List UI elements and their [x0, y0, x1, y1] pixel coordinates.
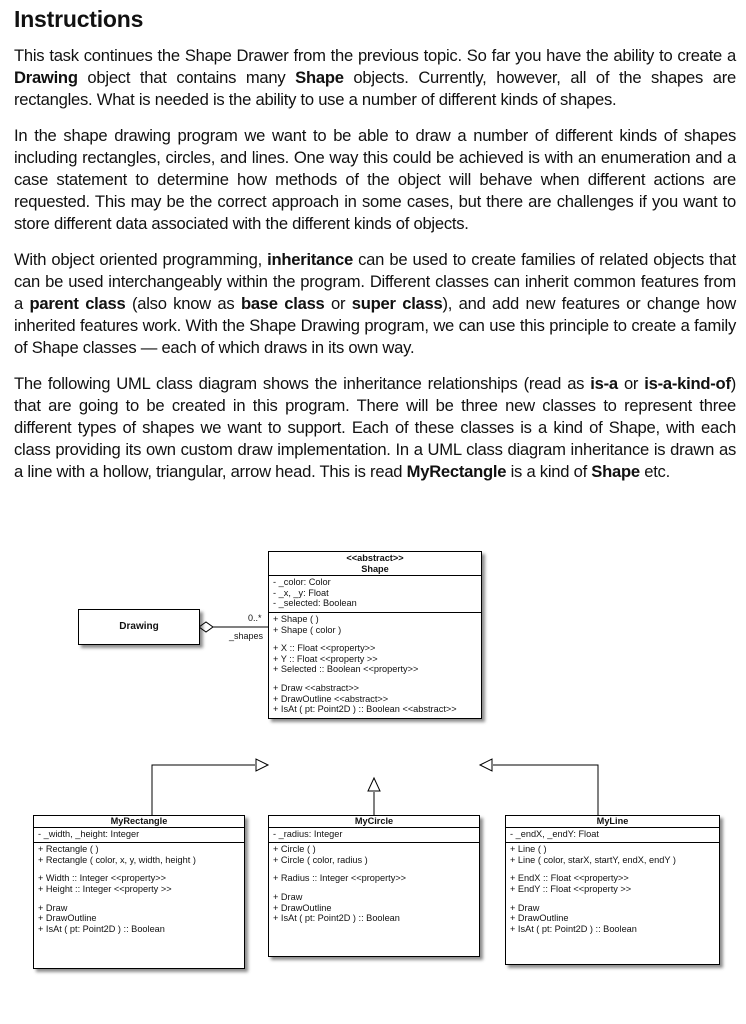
paragraph-4: The following UML class diagram shows the inheritance relationships (read as is-a or is-a-kind-of) that are going to be created in this program. There will be three new classes to represent three different types of shapes we want to support. Each of these classes is a kind of Shape, with each class providing its own custom draw implementation. In a UML class diagram inheritance is drawn as a line with a hollow, triangular, arrow head. This is read MyRectangle is a kind of Shape etc. [14, 374, 736, 481]
property: + Y :: Float <<property >> [273, 653, 378, 664]
fields-section [506, 827, 719, 843]
inherit-arrow-line [480, 759, 492, 771]
method: + Draw [273, 891, 303, 902]
page-title: Instructions [14, 6, 144, 32]
method: + IsAt ( pt: Point2D ) :: Boolean [273, 913, 400, 924]
property: + Width :: Integer <<property>> [38, 873, 166, 884]
class-name: MyCircle [354, 816, 394, 826]
paragraph-3: With object oriented programming, inheritance can be used to create families of related objects that can be used interchangeably within the program. Different classes can inherit common features from a parent class (also know as base class or super class), and add new features or change how inherited features work. With the Shape Drawing program, we can use this principle to create a family of Shape classes — each of which draws in its own way. [14, 250, 736, 357]
method: + DrawOutline [510, 913, 569, 924]
property: + X :: Float <<property>> [273, 643, 376, 654]
method: + Draw [38, 902, 68, 913]
class-name: Drawing [119, 621, 159, 632]
uml-class-diagram [0, 540, 746, 980]
field: - _radius: Integer [273, 828, 343, 839]
method: + DrawOutline [38, 913, 97, 924]
field: - _width, _height: Integer [38, 828, 140, 839]
class-myrectangle [33, 815, 245, 969]
methods-section [34, 842, 244, 937]
property: + Height :: Integer <<property >> [38, 883, 172, 894]
method: + Draw <<abstract>> [273, 682, 360, 693]
paragraph-2: In the shape drawing program we want to be able to draw a number of different kinds of shapes including rectangles, circles, and lines. One way this could be achieved is with an enumeration and a case statement to determine how methods of the object will behave when different actions are requested. This may be the correct approach in some cases, but there are challenges if you want to store different data associated with the different kinds of objects. [14, 126, 736, 233]
class-myline [505, 815, 720, 965]
methods-section [269, 842, 479, 927]
inherit-arrow-rectangle [256, 759, 268, 771]
inherit-arrow-circle [368, 778, 380, 791]
property: + Radius :: Integer <<property>> [273, 873, 407, 884]
constructor: + Circle ( ) [273, 844, 316, 855]
fields-section [34, 827, 244, 843]
multiplicity-label: 0..* [248, 613, 262, 623]
property: + EndY :: Float <<property >> [510, 883, 632, 894]
class-name: MyRectangle [110, 816, 168, 826]
aggregation-diamond [199, 622, 213, 632]
fields-section [269, 827, 479, 843]
constructor: + Line ( color, starX, startY, endX, endY ) [510, 854, 676, 865]
class-shape [268, 551, 482, 719]
field: - _endX, _endY: Float [510, 828, 599, 839]
method: + DrawOutline [273, 902, 332, 913]
constructor: + Circle ( color, radius ) [273, 854, 368, 865]
method: + IsAt ( pt: Point2D ) :: Boolean [38, 923, 165, 934]
inherit-line-rectangle [152, 765, 255, 815]
inherit-line-line [493, 765, 598, 815]
paragraph-1: This task continues the Shape Drawer from the previous topic. So far you have the ability to create a Drawing object that contains many Shape objects. Currently, however, all of the shapes are rectangles. What is needed is the ability to use a number of different kinds of shapes. [14, 46, 736, 109]
field: - _selected: Boolean [273, 598, 357, 609]
field: - _x, _y: Float [273, 587, 329, 598]
class-drawing [78, 609, 200, 645]
constructor: + Shape ( ) [273, 613, 319, 624]
methods-section [506, 842, 719, 937]
method: + Draw [510, 902, 540, 913]
role-label: _shapes [229, 631, 264, 641]
method: + IsAt ( pt: Point2D ) :: Boolean <<abstract>> [273, 704, 457, 715]
class-mycircle [268, 815, 480, 957]
property: + EndX :: Float <<property>> [510, 873, 629, 884]
document-body [14, 6, 736, 497]
fields-section [269, 575, 481, 612]
class-stereotype: <<abstract>> [346, 553, 404, 563]
constructor: + Rectangle ( ) [38, 844, 99, 855]
property: + Selected :: Boolean <<property>> [273, 664, 419, 675]
class-name: Shape [361, 563, 389, 574]
method: + IsAt ( pt: Point2D ) :: Boolean [510, 923, 637, 934]
methods-section [269, 612, 481, 718]
constructor: + Rectangle ( color, x, y, width, height ) [38, 854, 196, 865]
constructor: + Shape ( color ) [273, 624, 342, 635]
class-name: MyLine [596, 816, 629, 826]
constructor: + Line ( ) [510, 844, 547, 855]
field: - _color: Color [273, 577, 331, 588]
method: + DrawOutline <<abstract>> [273, 693, 389, 704]
